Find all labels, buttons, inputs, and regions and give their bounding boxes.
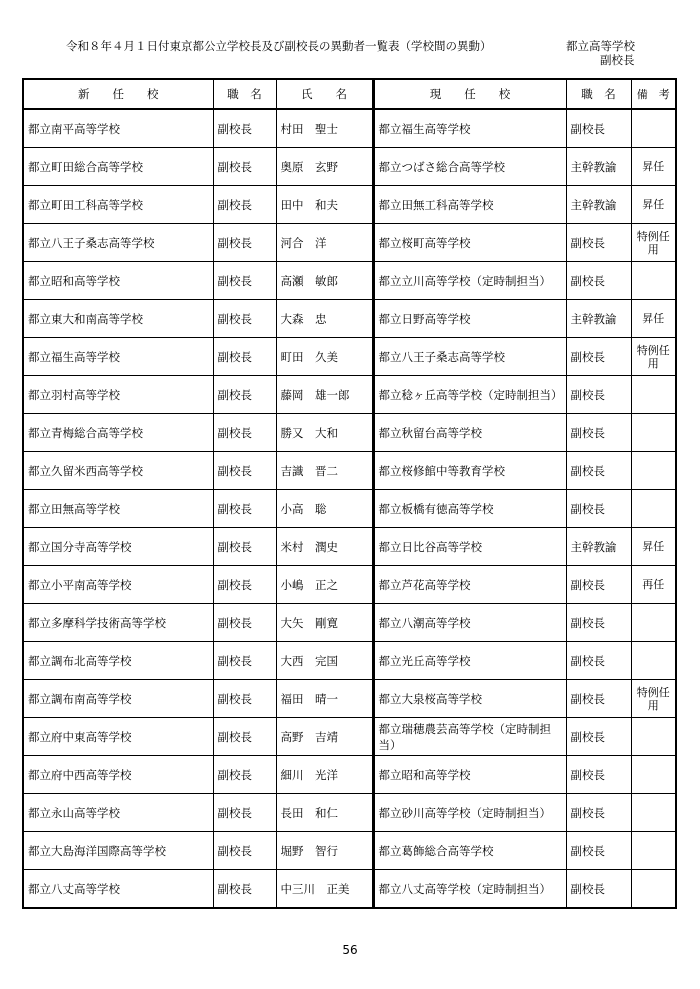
cell-current-school: 都立福生高等学校: [373, 109, 566, 148]
cell-current-title: 副校長: [566, 718, 631, 756]
cell-note: 昇任: [631, 300, 676, 338]
table-row: [23, 604, 676, 642]
cell-current-school: 都立葛飾総合高等学校: [373, 832, 566, 870]
cell-new-school: 都立南平高等学校: [23, 109, 213, 148]
table-row: [23, 528, 676, 566]
header-new-title: 職 名: [213, 79, 276, 109]
cell-new-school: 都立田無高等学校: [23, 490, 213, 528]
cell-note: 特例任用: [631, 680, 676, 718]
cell-current-title: 副校長: [566, 338, 631, 376]
cell-current-school: 都立日野高等学校: [373, 300, 566, 338]
cell-name: 高野 吉靖: [276, 718, 373, 756]
cell-new-school: 都立町田総合高等学校: [23, 148, 213, 186]
cell-name: 大森 忠: [276, 300, 373, 338]
table-row: [23, 680, 676, 718]
header-note: 備 考: [631, 79, 676, 109]
cell-current-school: 都立桜修館中等教育学校: [373, 452, 566, 490]
cell-name: 小高 聡: [276, 490, 373, 528]
cell-new-title: 副校長: [213, 224, 276, 262]
cell-note: [631, 490, 676, 528]
cell-note: [631, 756, 676, 794]
category-position: 副校長: [600, 53, 635, 67]
cell-note: [631, 452, 676, 490]
cell-current-title: 副校長: [566, 756, 631, 794]
cell-current-school: 都立桜町高等学校: [373, 224, 566, 262]
cell-note: [631, 376, 676, 414]
cell-current-title: 副校長: [566, 224, 631, 262]
cell-name: 町田 久美: [276, 338, 373, 376]
cell-name: 高瀬 敏郎: [276, 262, 373, 300]
cell-new-title: 副校長: [213, 642, 276, 680]
cell-name: 田中 和夫: [276, 186, 373, 224]
cell-new-title: 副校長: [213, 300, 276, 338]
cell-new-title: 副校長: [213, 718, 276, 756]
cell-current-title: 副校長: [566, 794, 631, 832]
cell-current-title: 副校長: [566, 604, 631, 642]
cell-new-school: 都立調布南高等学校: [23, 680, 213, 718]
cell-new-school: 都立福生高等学校: [23, 338, 213, 376]
table-row: [23, 794, 676, 832]
cell-new-title: 副校長: [213, 794, 276, 832]
cell-current-title: 副校長: [566, 452, 631, 490]
cell-new-school: 都立町田工科高等学校: [23, 186, 213, 224]
cell-current-title: 副校長: [566, 832, 631, 870]
cell-new-school: 都立久留米西高等学校: [23, 452, 213, 490]
cell-new-title: 副校長: [213, 528, 276, 566]
table-body: [23, 109, 676, 908]
cell-name: 奥原 玄野: [276, 148, 373, 186]
cell-current-title: 副校長: [566, 566, 631, 604]
cell-new-school: 都立府中東高等学校: [23, 718, 213, 756]
cell-current-school: 都立八潮高等学校: [373, 604, 566, 642]
table-row: [23, 870, 676, 909]
category-school-type: 都立高等学校: [566, 39, 635, 53]
cell-name: 村田 聖士: [276, 109, 373, 148]
cell-name: 大矢 剛寛: [276, 604, 373, 642]
cell-current-school: 都立昭和高等学校: [373, 756, 566, 794]
cell-name: 堀野 智行: [276, 832, 373, 870]
cell-note: 特例任用: [631, 224, 676, 262]
cell-name: 福田 晴一: [276, 680, 373, 718]
cell-new-title: 副校長: [213, 414, 276, 452]
cell-current-school: 都立田無工科高等学校: [373, 186, 566, 224]
cell-new-school: 都立国分寺高等学校: [23, 528, 213, 566]
cell-new-title: 副校長: [213, 338, 276, 376]
cell-new-title: 副校長: [213, 148, 276, 186]
cell-new-title: 副校長: [213, 756, 276, 794]
table-row: [23, 338, 676, 376]
cell-note: [631, 870, 676, 909]
header-current-school: 現 任 校: [373, 79, 566, 109]
cell-note: 昇任: [631, 528, 676, 566]
cell-current-school: 都立大泉桜高等学校: [373, 680, 566, 718]
cell-note: [631, 718, 676, 756]
cell-current-title: 主幹教諭: [566, 148, 631, 186]
page-number: 56: [342, 943, 358, 957]
table-row: [23, 452, 676, 490]
table-row: [23, 148, 676, 186]
cell-new-title: 副校長: [213, 262, 276, 300]
cell-current-school: 都立砂川高等学校（定時制担当）: [373, 794, 566, 832]
cell-new-school: 都立大島海洋国際高等学校: [23, 832, 213, 870]
cell-note: [631, 604, 676, 642]
cell-current-title: 主幹教諭: [566, 528, 631, 566]
cell-note: 昇任: [631, 186, 676, 224]
cell-current-title: 主幹教諭: [566, 186, 631, 224]
cell-new-title: 副校長: [213, 186, 276, 224]
cell-new-title: 副校長: [213, 604, 276, 642]
cell-name: 中三川 正美: [276, 870, 373, 909]
cell-new-title: 副校長: [213, 680, 276, 718]
header-new-school: 新 任 校: [23, 79, 213, 109]
cell-current-school: 都立芦花高等学校: [373, 566, 566, 604]
cell-current-title: 副校長: [566, 870, 631, 909]
cell-current-school: 都立つばさ総合高等学校: [373, 148, 566, 186]
cell-new-title: 副校長: [213, 109, 276, 148]
cell-new-title: 副校長: [213, 870, 276, 909]
cell-note: 昇任: [631, 148, 676, 186]
cell-name: 勝又 大和: [276, 414, 373, 452]
cell-note: [631, 794, 676, 832]
table-row: [23, 109, 676, 148]
cell-current-school: 都立瑞穂農芸高等学校（定時制担当）: [373, 718, 566, 756]
cell-current-title: 副校長: [566, 109, 631, 148]
cell-new-school: 都立永山高等学校: [23, 794, 213, 832]
cell-current-title: 主幹教諭: [566, 300, 631, 338]
cell-new-school: 都立多摩科学技術高等学校: [23, 604, 213, 642]
cell-current-title: 副校長: [566, 642, 631, 680]
cell-name: 吉識 晋二: [276, 452, 373, 490]
table-row: [23, 262, 676, 300]
header-name: 氏 名: [276, 79, 373, 109]
table-row: [23, 756, 676, 794]
cell-note: [631, 262, 676, 300]
table-row: [23, 642, 676, 680]
cell-current-school: 都立立川高等学校（定時制担当）: [373, 262, 566, 300]
table-row: [23, 376, 676, 414]
cell-note: 再任: [631, 566, 676, 604]
table-row: [23, 832, 676, 870]
cell-new-school: 都立東大和南高等学校: [23, 300, 213, 338]
cell-current-title: 副校長: [566, 376, 631, 414]
cell-new-school: 都立調布北高等学校: [23, 642, 213, 680]
cell-current-school: 都立秋留台高等学校: [373, 414, 566, 452]
cell-current-school: 都立八丈高等学校（定時制担当）: [373, 870, 566, 909]
table-header-row: [23, 79, 676, 109]
cell-new-title: 副校長: [213, 376, 276, 414]
table-row: [23, 414, 676, 452]
table-row: [23, 186, 676, 224]
cell-new-title: 副校長: [213, 490, 276, 528]
document-title: 令和８年４月１日付東京都公立学校長及び副校長の異動者一覧表（学校間の異動）: [66, 39, 492, 53]
cell-current-school: 都立日比谷高等学校: [373, 528, 566, 566]
cell-note: [631, 832, 676, 870]
cell-note: 特例任用: [631, 338, 676, 376]
table-row: [23, 566, 676, 604]
cell-new-school: 都立青梅総合高等学校: [23, 414, 213, 452]
cell-name: 河合 洋: [276, 224, 373, 262]
cell-current-school: 都立光丘高等学校: [373, 642, 566, 680]
cell-current-title: 副校長: [566, 414, 631, 452]
cell-name: 米村 潤史: [276, 528, 373, 566]
cell-new-school: 都立府中西高等学校: [23, 756, 213, 794]
cell-name: 小嶋 正之: [276, 566, 373, 604]
cell-name: 藤岡 雄一郎: [276, 376, 373, 414]
cell-new-title: 副校長: [213, 452, 276, 490]
table-row: [23, 718, 676, 756]
table-row: [23, 224, 676, 262]
cell-name: 大西 完国: [276, 642, 373, 680]
cell-new-school: 都立小平南高等学校: [23, 566, 213, 604]
cell-current-school: 都立八王子桑志高等学校: [373, 338, 566, 376]
cell-new-title: 副校長: [213, 566, 276, 604]
header-current-title: 職 名: [566, 79, 631, 109]
cell-name: 細川 光洋: [276, 756, 373, 794]
cell-name: 長田 和仁: [276, 794, 373, 832]
cell-new-school: 都立昭和高等学校: [23, 262, 213, 300]
table-row: [23, 490, 676, 528]
cell-new-title: 副校長: [213, 832, 276, 870]
cell-current-school: 都立板橋有徳高等学校: [373, 490, 566, 528]
cell-current-school: 都立稔ヶ丘高等学校（定時制担当）: [373, 376, 566, 414]
cell-note: [631, 642, 676, 680]
cell-new-school: 都立羽村高等学校: [23, 376, 213, 414]
transfer-table: [22, 78, 677, 909]
cell-note: [631, 109, 676, 148]
cell-note: [631, 414, 676, 452]
cell-new-school: 都立八王子桑志高等学校: [23, 224, 213, 262]
table-row: [23, 300, 676, 338]
cell-current-title: 副校長: [566, 680, 631, 718]
cell-current-title: 副校長: [566, 490, 631, 528]
cell-current-title: 副校長: [566, 262, 631, 300]
cell-new-school: 都立八丈高等学校: [23, 870, 213, 909]
